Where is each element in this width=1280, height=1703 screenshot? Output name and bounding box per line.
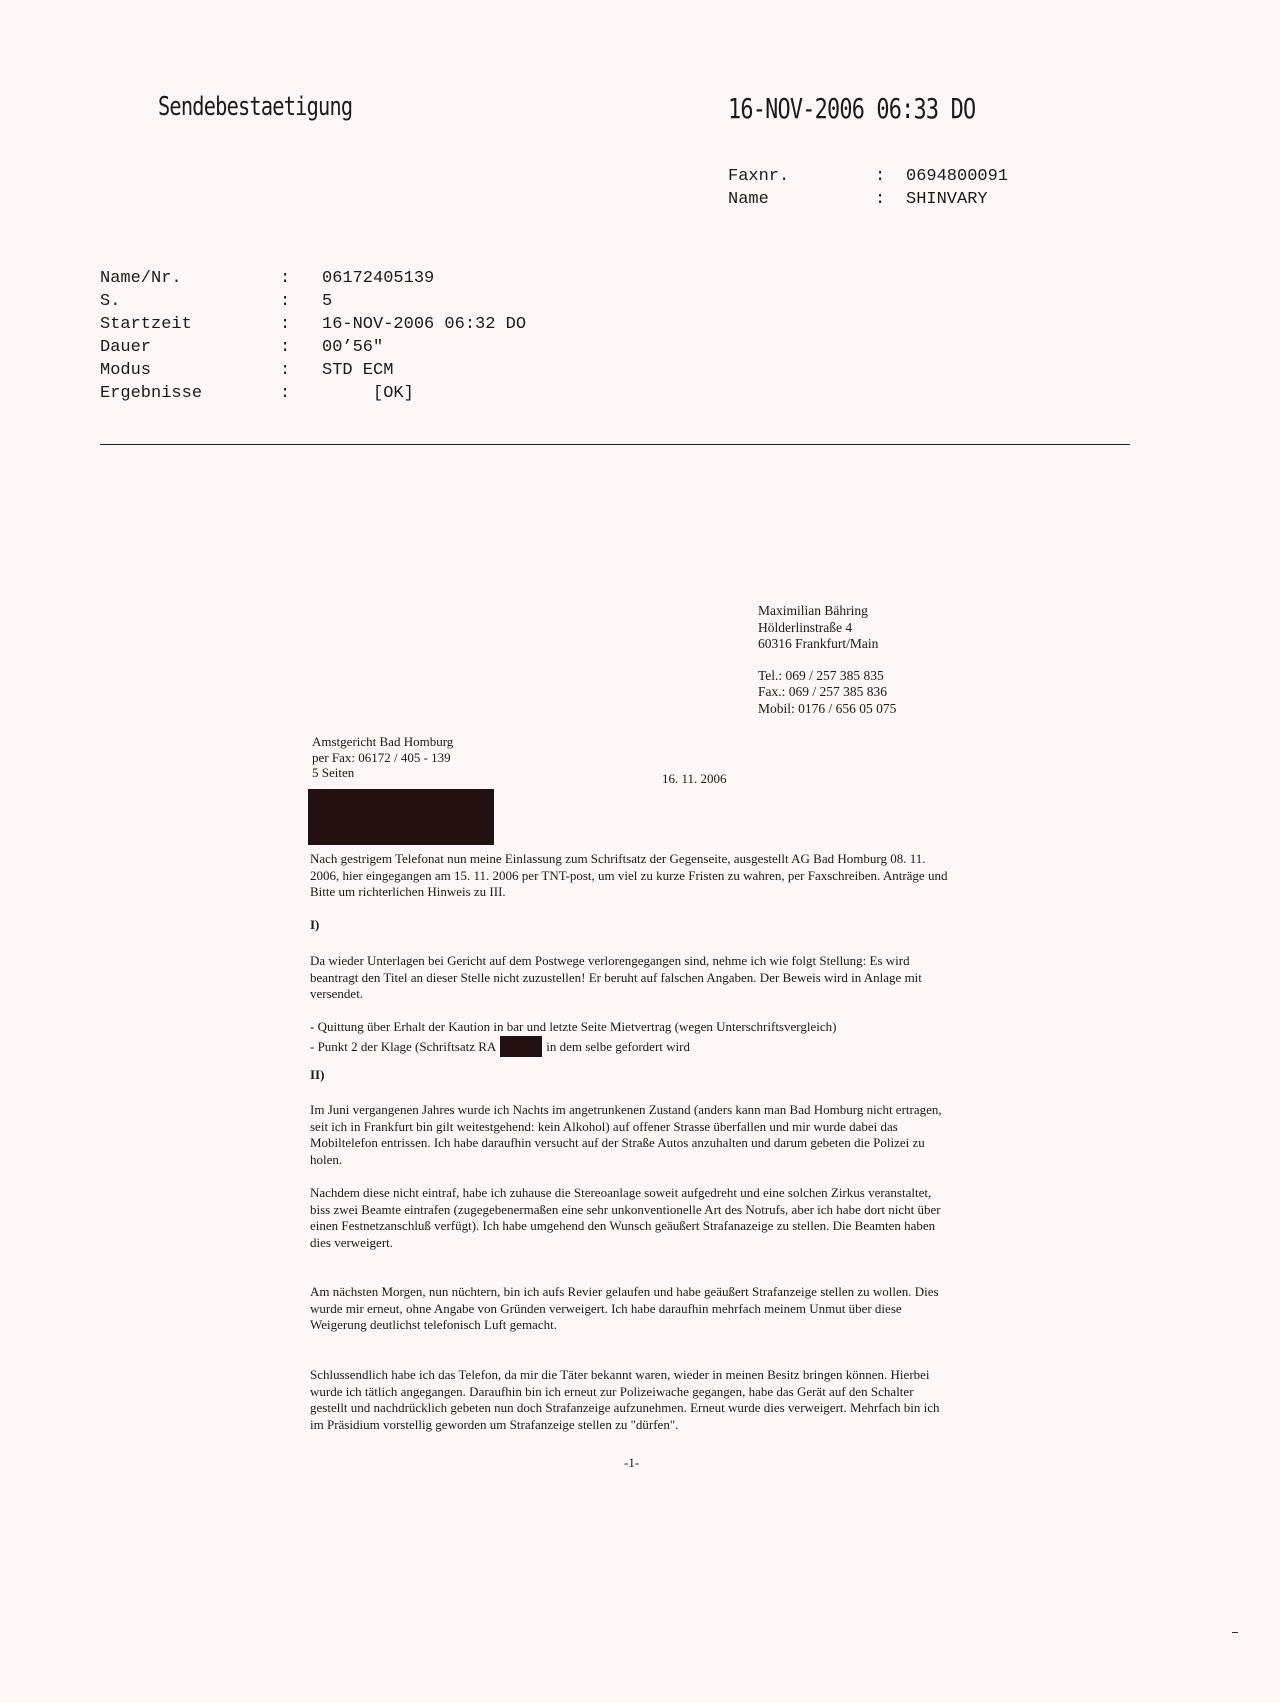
field-value: 16-NOV-2006 06:32 DO	[322, 315, 527, 334]
field-value: 00’56"	[322, 338, 384, 357]
field-label: S.	[100, 292, 121, 311]
field-label: Startzeit	[100, 315, 192, 334]
court-fax: per Fax: 06172 / 405 - 139	[312, 749, 451, 765]
field-value: SHINVARY	[906, 190, 988, 209]
intro-paragraph	[310, 851, 950, 901]
section-2-paragraph	[310, 1102, 950, 1168]
list-item-end: in dem selbe gefordert wird	[546, 1038, 690, 1054]
recipient-court	[312, 734, 453, 781]
paragraph-text: Im Juni vergangenen Jahres wurde ich Nachts im angetrunkenen Zustand (anders kann man Bad Homburg nicht ertragen, seit ich in Frankfurt bin gilt weitestgehend: kein Alkohol) auf offener Strasse überfallen und mir wurde dabei das Mobiltelefon entrissen. Ich habe daraufhin versucht auf der Straße Autos anzuhalten und darum gebeten die Polizei zu holen.	[310, 1102, 942, 1167]
section-2-paragraph	[310, 1185, 950, 1251]
sender-city: 60316 Frankfurt/Main	[758, 636, 879, 651]
paragraph-text: Da wieder Unterlagen bei Gericht auf dem Postwege verlorengegangen sind, nehme ich wie folgt Stellung: Es wird beantragt den Titel an dieser Stelle nicht zuzustellen! Er beruht auf falschen Angaben. Der Beweis wird in Anlage mit versendet.	[310, 953, 922, 1001]
list-item	[310, 1036, 970, 1057]
paragraph-text: Schlussendlich habe ich das Telefon, da mir die Täter bekannt waren, wieder in meinen Besitz bringen können. Hierbei wurde ich tätlich angegangen. Daraufhin bin ich erneut zur Polizeiwache gegangen, habe das Gerät auf den Schalter gestellt und nachdrücklich gebeten nun doch Strafanzeige aufzunehmen. Erneut wurde dies verweigert. Mehrfach bin ich im Präsidium vorstellig geworden um Strafanzeige stellen zu "dürfen".	[310, 1367, 940, 1432]
sender-name: Maximilian Bähring	[758, 603, 868, 618]
field-separator: :	[280, 269, 291, 288]
field-separator: :	[875, 190, 886, 209]
fax-report-title: Sendebestaetigung	[158, 92, 353, 122]
field-label: Name/Nr.	[100, 269, 182, 288]
section-heading-1: I)	[310, 917, 320, 932]
field-value: 0694800091	[906, 167, 1009, 186]
paragraph-text: Nachdem diese nicht eintraf, habe ich zuhause die Stereoanlage soweit aufgedreht und eine solchen Zirkus veranstaltet, biss zwei Beamte eintrafen (zugegebenermaßen eine sehr unkonventionelle Art des Notrufs, aber ich habe dort nicht über einen Festnetzanschluß verfügt). Ich habe umgehend den Wunsch geäußert Strafanazeige zu stellen. Die Beamten haben dies verweigert.	[310, 1185, 941, 1250]
field-value: 06172405139	[322, 269, 435, 288]
field-value: STD ECM	[322, 361, 394, 380]
section-2-paragraph	[310, 1284, 950, 1334]
field-separator: :	[875, 167, 886, 186]
field-label: Ergebnisse	[100, 384, 203, 403]
letter-date: 16. 11. 2006	[662, 771, 727, 786]
field-separator: :	[280, 315, 291, 334]
sender-fax: Fax.: 069 / 257 385 836	[758, 684, 888, 699]
sender-street: Hölderlinstraße 4	[758, 619, 853, 635]
field-label: Name	[728, 190, 769, 209]
fax-report-datetime: 16-NOV-2006 06:33 DO	[728, 92, 976, 125]
inline-redaction	[500, 1036, 542, 1057]
scan-speck	[1232, 1632, 1238, 1633]
field-value: [OK]	[373, 384, 414, 403]
section-1-paragraph	[310, 953, 950, 1003]
section-heading-2: II)	[310, 1067, 325, 1082]
redaction-block	[308, 789, 494, 845]
page-count: 5 Seiten	[312, 765, 355, 780]
field-label: Modus	[100, 361, 152, 380]
field-separator: :	[280, 361, 291, 380]
field-separator: :	[280, 338, 291, 357]
intro-text: Nach gestrigem Telefonat nun meine Einlassung zum Schriftsatz der Gegenseite, ausgestellt AG Bad Homburg 08. 11. 2006, hier eingegangen am 15. 11. 2006 per TNT-post, um viel zu kurze Fristen zu wahren, per Faxschreiben. Anträge und Bitte um richterlichen Hinweis zu III.	[310, 851, 948, 899]
field-label: Dauer	[100, 338, 152, 357]
field-value: 5	[322, 292, 333, 311]
sender-phone: Tel.: 069 / 257 385 835	[758, 667, 884, 683]
section-2-paragraph	[310, 1367, 950, 1433]
paragraph-text: Am nächsten Morgen, nun nüchtern, bin ich aufs Revier gelaufen und habe geäußert Strafanzeige stellen zu wollen. Dies wurde mir erneut, ohne Angabe von Gründen verweigert. Ich habe daraufhin mehrfach meinem Unmut über diese Weigerung deutlichst telefonisch Luft gemacht.	[310, 1284, 939, 1332]
page-number: -1-	[624, 1455, 640, 1470]
header-divider	[100, 444, 1130, 445]
section-1-list	[310, 1019, 970, 1057]
field-separator: :	[280, 384, 291, 403]
list-item: - Quittung über Erhalt der Kaution in bar und letzte Seite Mietvertrag (wegen Unterschriftsvergleich)	[310, 1019, 837, 1034]
sender-mobile: Mobil: 0176 / 656 05 075	[758, 700, 897, 716]
list-item-start: - Punkt 2 der Klage (Schriftsatz RA	[310, 1038, 497, 1054]
sender-address	[758, 603, 896, 717]
court-name: Amstgericht Bad Homburg	[312, 734, 454, 749]
field-label: Faxnr.	[728, 167, 790, 186]
field-separator: :	[280, 292, 291, 311]
